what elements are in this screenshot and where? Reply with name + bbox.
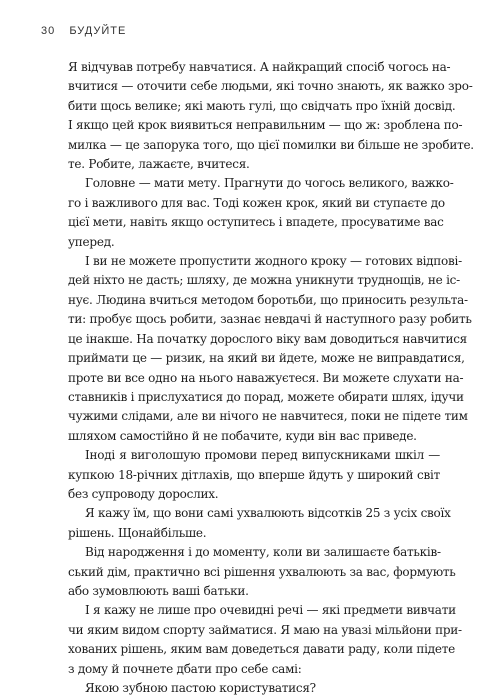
text-line: ставників і прислухатися до порад, можете обирати шлях, ідучи xyxy=(68,389,464,404)
text-line: го і важливого для вас. Тоді кожен крок, який ви ступаєте до xyxy=(68,195,445,210)
paragraph xyxy=(68,446,440,504)
text-line: те. Робите, лажаєте, вчитеся. xyxy=(68,157,250,172)
text-line: І якщо цей крок виявиться неправильним — що ж: зроблена по- xyxy=(68,118,463,133)
text-line: рішень. Щонайбільше. xyxy=(68,525,207,540)
text-line: з дому й почнете дбати про себе самі: xyxy=(68,661,302,676)
text-line: без супроводу дорослих. xyxy=(68,486,219,501)
paragraph xyxy=(68,601,462,679)
text-line: або зумовлюють ваші батьки. xyxy=(68,583,249,598)
text-line: милка — це запорука того, що цієї помилки ви більше не зробите. xyxy=(68,137,474,152)
paragraph xyxy=(68,58,474,174)
text-line: І ви не можете пропустити жодного кроку — готових відпові- xyxy=(85,254,462,269)
paragraph xyxy=(68,543,456,601)
running-head xyxy=(41,25,126,37)
text-line: шляхом самостійно й не побачите, куди він вас приведе. xyxy=(68,428,417,443)
section-title: БУДУЙТЕ xyxy=(69,25,127,37)
text-line: ський дім, практично всі рішення ухвалюють за вас, формують xyxy=(68,564,456,579)
body-text xyxy=(68,58,474,698)
text-line: купкою 18-річних дітлахів, що вперше йдуть у широкий світ xyxy=(68,467,440,482)
text-line: Головне — мати мету. Прагнути до чогось великого, важко- xyxy=(85,176,454,191)
text-line: дей ніхто не дасть; шляху, де можна уникнути труднощів, не іс- xyxy=(68,273,460,288)
text-line: нує. Людина вчиться методом боротьби, що приносить результа- xyxy=(68,292,468,307)
text-line: чи яким видом спорту займатися. Я маю на увазі мільйони при- xyxy=(68,622,462,637)
paragraph xyxy=(68,504,451,543)
text-line: Я відчував потребу навчатися. А найкращий спосіб чогось на- xyxy=(68,60,451,74)
paragraph xyxy=(68,252,472,446)
paragraph xyxy=(68,679,440,698)
text-line: Іноді я виголошую промови перед випускниками шкіл — xyxy=(85,448,440,463)
text-line: вчитися — оточити себе людьми, які точно знають, як важко зро- xyxy=(68,79,473,94)
text-line: проте ви все одно на нього наважуєтеся. Ви можете слухати на- xyxy=(68,370,464,385)
text-line: уперед. xyxy=(68,234,115,249)
paragraph xyxy=(68,174,454,252)
text-line: Я кажу їм, що вони самі ухвалюють відсотків 25 з усіх своїх xyxy=(85,506,451,521)
text-line: І я кажу не лише про очевидні речі — які предмети вивчати xyxy=(85,603,456,618)
page-number: 30 xyxy=(41,25,56,37)
text-line: приймати це — ризик, на який ви йдете, може не виправдатися, xyxy=(68,351,465,366)
text-line: ти: пробує щось робити, зазнає невдачі й наступного разу робить xyxy=(68,312,472,327)
text-line: Якою зубною пастою користуватися? xyxy=(85,681,316,695)
text-line: це інакше. На початку дорослого віку вам доводиться навчитися xyxy=(68,331,467,346)
text-line: цієї мети, навіть якщо оступитесь і впадете, просуватиме вас xyxy=(68,215,444,230)
text-line: Від народження і до моменту, коли ви залишаєте батьків- xyxy=(85,545,441,560)
text-line: хованих рішень, яким вам доведеться давати раду, коли підете xyxy=(68,642,455,657)
text-line: чужими слідами, але ви нічого не навчитеся, поки не підете тим xyxy=(68,409,468,424)
text-line: бити щось велике; які мають гулі, що свідчать про їхній досвід. xyxy=(68,98,456,113)
